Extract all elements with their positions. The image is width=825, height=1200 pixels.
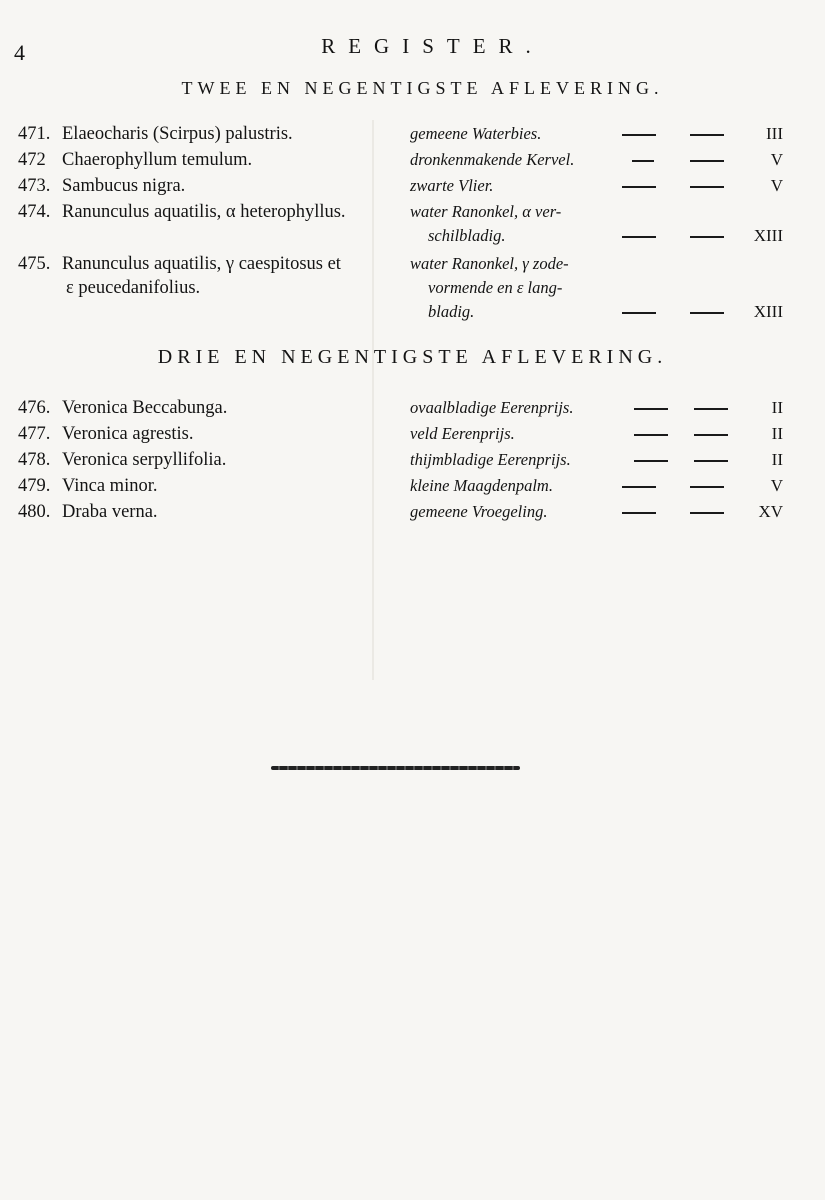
- volume-number: V: [770, 476, 783, 495]
- latin-name: Ranunculus aquatilis, γ caespitosus et: [62, 254, 341, 274]
- leader-dash: [634, 408, 668, 410]
- latin-name: Ranunculus aquatilis, α heterophyllus.: [62, 202, 346, 222]
- dutch-name: thijmbladige Eerenprijs.: [410, 450, 571, 469]
- dutch-name: ovaalbladige Eerenprijs.: [410, 398, 574, 417]
- dutch-name: water Ranonkel, α ver-: [410, 202, 562, 221]
- leader-dash: [622, 312, 656, 314]
- leader-dash: [690, 512, 724, 514]
- entry-row: [0, 476, 825, 502]
- volume-number: V: [770, 150, 783, 169]
- leader-dash: [690, 160, 724, 162]
- leader-dash: [694, 460, 728, 462]
- latin-name: Vinca minor.: [62, 476, 158, 496]
- leader-dash: [622, 512, 656, 514]
- volume-number: XIII: [753, 226, 783, 245]
- entry-number: 480.: [18, 502, 51, 522]
- entry-row: [0, 124, 825, 150]
- dutch-name: gemeene Waterbies.: [410, 124, 542, 143]
- dutch-name: dronkenmakende Kervel.: [410, 150, 575, 169]
- page-title: REGISTER.: [321, 34, 544, 58]
- entry-number: 475.: [18, 254, 51, 274]
- leader-dash: [694, 434, 728, 436]
- leader-dash: [690, 236, 724, 238]
- leader-dash: [694, 408, 728, 410]
- entry-number: 478.: [18, 450, 51, 470]
- leader-dash: [622, 236, 656, 238]
- volume-number: XV: [758, 502, 783, 521]
- section-heading-93: DRIE EN NEGENTIGSTE AFLEVERING.: [157, 346, 668, 368]
- volume-number: III: [766, 124, 783, 143]
- leader-dash: [622, 486, 656, 488]
- closing-rule: [271, 766, 520, 770]
- dutch-name-continued: schilbladig.: [428, 226, 506, 245]
- entry-number: 473.: [18, 176, 51, 196]
- latin-name: Veronica serpyllifolia.: [62, 450, 227, 470]
- latin-name: Veronica Beccabunga.: [62, 398, 228, 418]
- entry-row: [0, 450, 825, 476]
- latin-name-continued: ε peucedanifolius.: [66, 278, 201, 298]
- volume-number: V: [770, 176, 783, 195]
- leader-dash: [632, 160, 654, 162]
- dutch-name-continued: vormende en ε lang-: [428, 278, 563, 297]
- dutch-name: zwarte Vlier.: [410, 176, 494, 195]
- entry-row: [0, 150, 825, 176]
- dutch-name-continued: bladig.: [428, 302, 475, 321]
- entry-row: [0, 176, 825, 202]
- entry-number: 471.: [18, 124, 51, 144]
- volume-number: II: [771, 450, 783, 469]
- dutch-name: gemeene Vroegeling.: [410, 502, 548, 521]
- entry-number: 479.: [18, 476, 51, 496]
- leader-dash: [690, 486, 724, 488]
- entry-number: 472: [18, 150, 46, 170]
- leader-dash: [690, 312, 724, 314]
- dutch-name: veld Eerenprijs.: [410, 424, 515, 443]
- entry-row: [0, 202, 825, 254]
- entry-row: [0, 254, 825, 332]
- volume-number: II: [771, 424, 783, 443]
- entry-row: [0, 502, 825, 528]
- leader-dash: [634, 460, 668, 462]
- volume-number: XIII: [753, 302, 783, 321]
- latin-name: Veronica agrestis.: [62, 424, 194, 444]
- leader-dash: [634, 434, 668, 436]
- latin-name: Sambucus nigra.: [62, 176, 186, 196]
- entry-row: [0, 424, 825, 450]
- entry-row: [0, 398, 825, 424]
- latin-name: Elaeocharis (Scirpus) palustris.: [62, 124, 293, 144]
- leader-dash: [622, 134, 656, 136]
- leader-dash: [690, 186, 724, 188]
- entry-number: 476.: [18, 398, 51, 418]
- page-number: 4: [14, 40, 25, 65]
- dutch-name: kleine Maagdenpalm.: [410, 476, 553, 495]
- leader-dash: [690, 134, 724, 136]
- volume-number: II: [771, 398, 783, 417]
- latin-name: Chaerophyllum temulum.: [62, 150, 253, 170]
- entry-number: 474.: [18, 202, 51, 222]
- dutch-name: water Ranonkel, γ zode-: [410, 254, 569, 273]
- latin-name: Draba verna.: [62, 502, 158, 522]
- leader-dash: [622, 186, 656, 188]
- section-heading-92: TWEE EN NEGENTIGSTE AFLEVERING.: [181, 78, 664, 98]
- entry-number: 477.: [18, 424, 51, 444]
